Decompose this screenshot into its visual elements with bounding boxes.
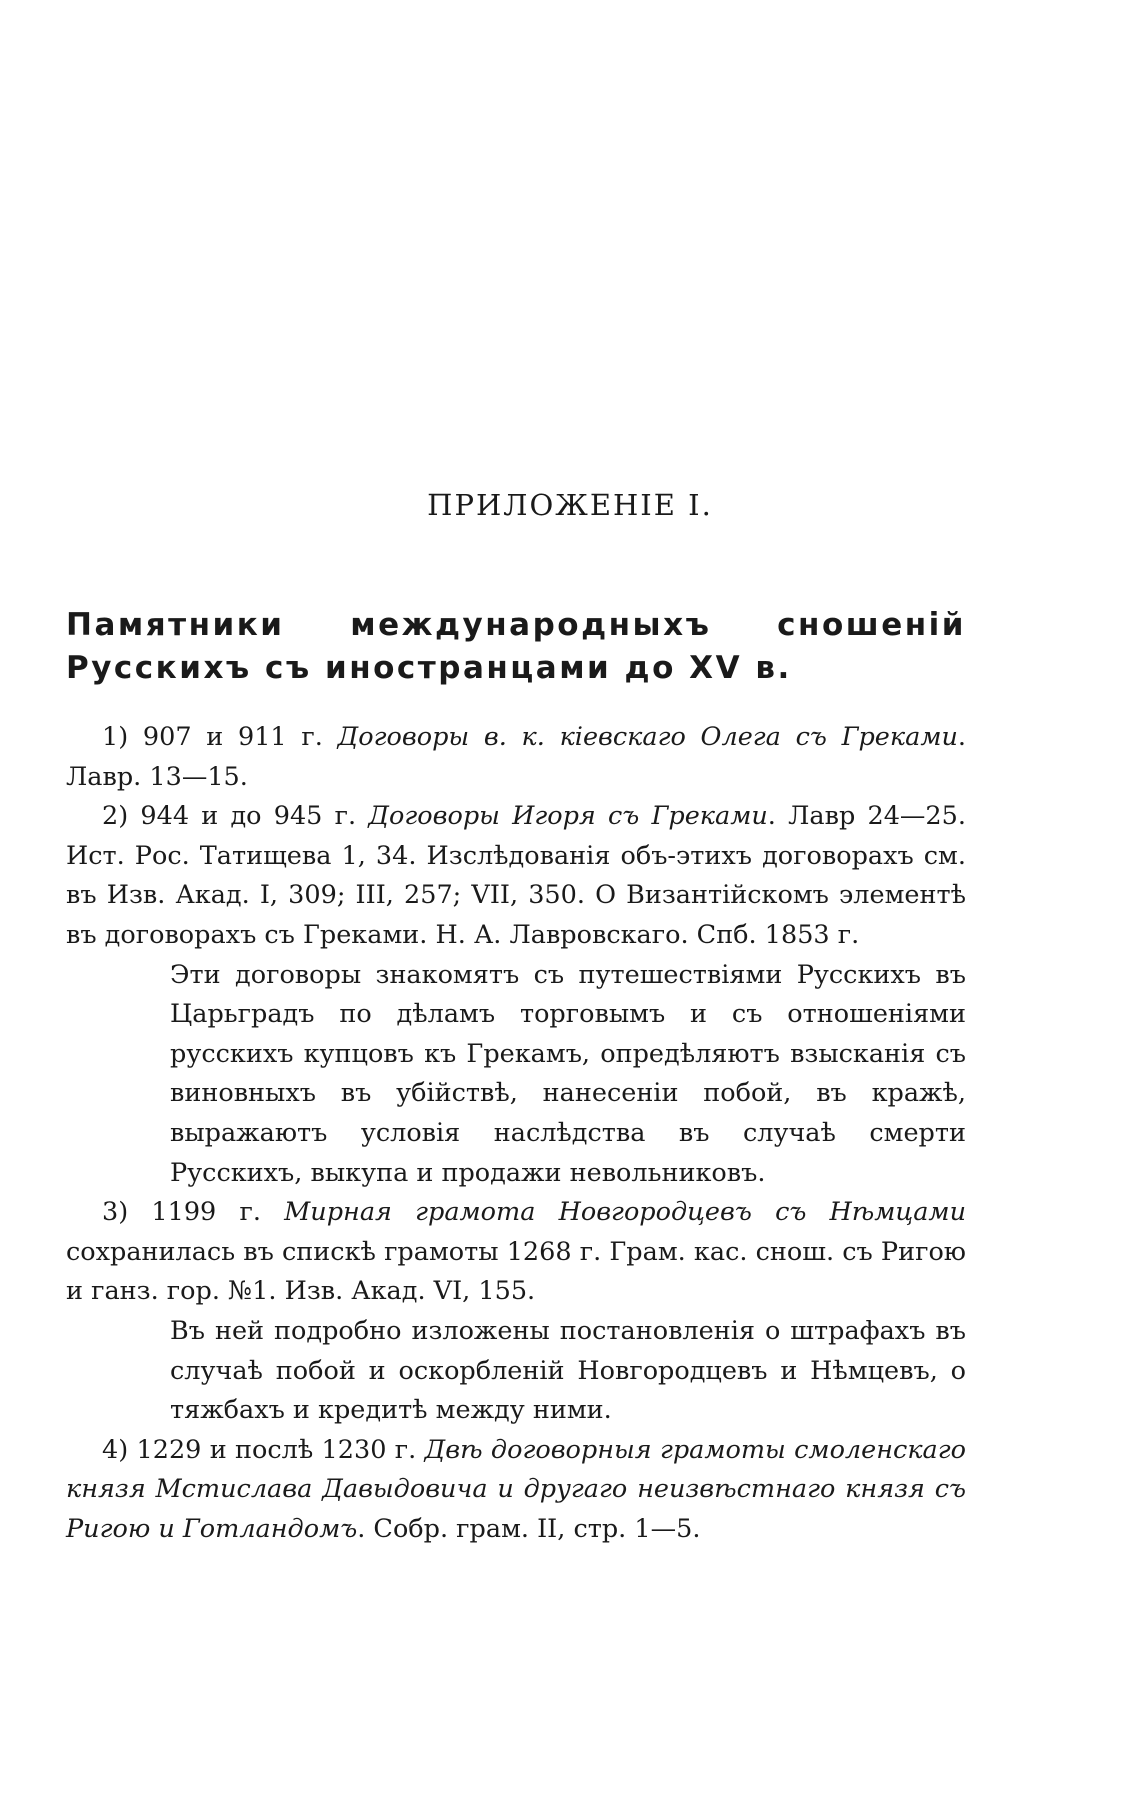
body-text [66,718,966,1549]
entry-1-title: Договоры в. к. кіевскаго Олега съ Греками [337,722,958,752]
entry-4 [66,1431,966,1550]
entry-4-lead: 4) 1229 и послѣ 1230 г. [102,1434,425,1465]
note-2-text: Въ ней подробно изложены постановленія о штрафахъ въ случаѣ побой и оскорбленій Новгородцевъ и Нѣмцевъ, о тяжбахъ и кредитѣ между ними. [170,1315,966,1426]
entry-3 [66,1193,966,1312]
note-1-text: Эти договоры знакомятъ съ путешествіями Русскихъ въ Царьградъ по дѣламъ торговымъ и съ отношеніями русскихъ купцовъ къ Грекамъ, опредѣляютъ взысканія съ виновныхъ въ убійствѣ, нанесеніи побой, въ кражѣ, выражаютъ условія наслѣдства въ случаѣ смерти Русскихъ, выкупа и продажи невольниковъ. [170,959,966,1188]
entry-4-tail: . Собр. грам. II, стр. 1—5. [357,1513,701,1544]
entry-1-tail: . Лавр. 13—15. [66,722,966,792]
entry-2 [66,797,966,955]
entry-3-tail: сохранилась въ спискѣ грамоты 1268 г. Грам. кас. снош. съ Ригою и ганз. гор. №1. Изв. Акад. VI, 155. [66,1236,966,1307]
entry-1 [66,718,966,797]
entry-3-lead: 3) 1199 г. [102,1197,285,1228]
section-title: Памятники международныхъ сношеній Русскихъ съ иностранцами до XV в. [66,607,966,686]
entry-1-lead: 1) 907 и 911 г. [102,722,338,752]
appendix-heading: ПРИЛОЖЕНІЕ I. [427,488,713,522]
note-1 [170,956,966,1194]
entry-4-title: Двѣ договорныя грамоты смоленскаго князя Мстислава Давыдовича и другаго неизвѣстнаго князя съ Ригою и Готландомъ [66,1434,966,1544]
entry-2-lead: 2) 944 и до 945 г. [102,801,369,832]
entry-3-title: Мирная грамота Новгородцевъ съ Нѣмцами [284,1197,966,1228]
note-2 [170,1312,966,1431]
entry-2-tail: . Лавр 24—25. Ист. Рос. Татищева 1, 34. Изслѣдованія объ-этихъ договорахъ см. въ Изв. Акад. I, 309; III, 257; VII, 350. О Византійскомъ элементѣ въ договорахъ съ Греками. Н. А. Лавровскаго. Спб. 1853 г. [66,801,966,950]
entry-2-title: Договоры Игоря съ Греками [368,801,768,832]
